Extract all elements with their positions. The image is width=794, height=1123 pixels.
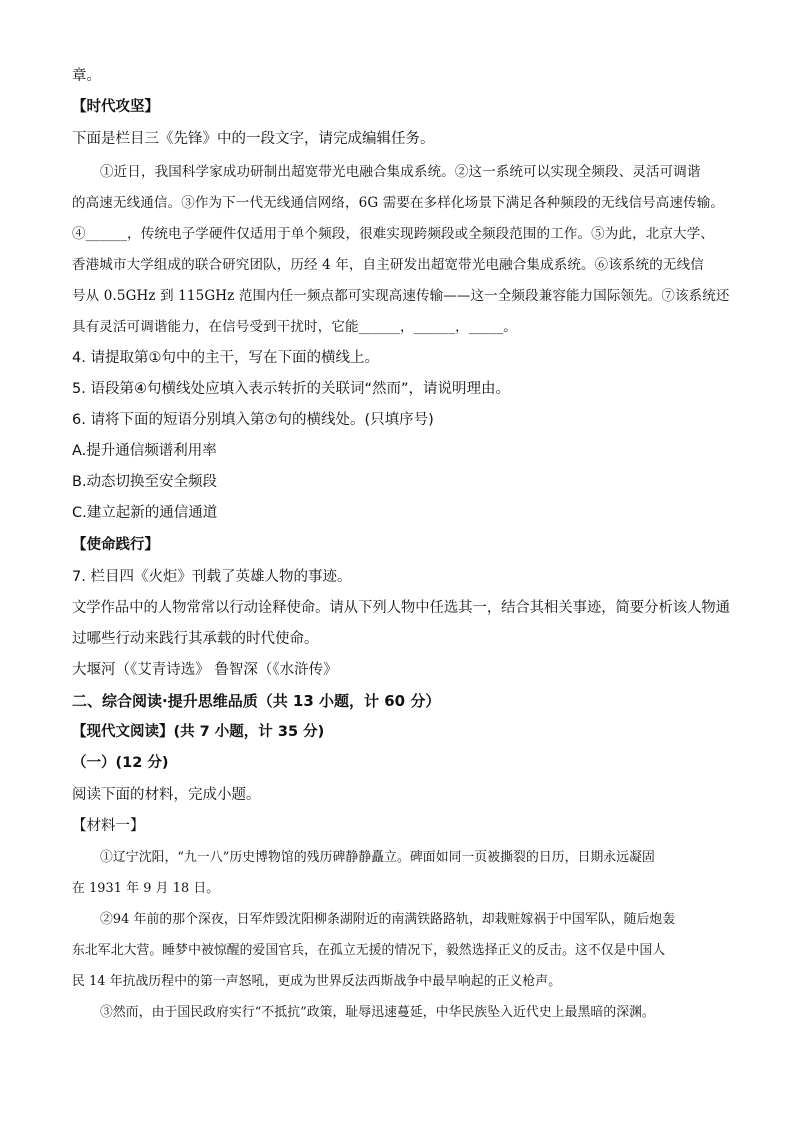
section-heading-era-challenge: 【时代攻坚】	[72, 99, 159, 115]
option-c: C.建立起新的通信通道	[72, 505, 218, 521]
material-one-label: 【材料一】	[72, 818, 145, 834]
question-7-body: 文学作品中的人物常常以行动诠释使命。请从下列人物中任选其一，结合其相关事迹，简要分析该人物通	[72, 600, 730, 616]
material-line: ②94 年前的那个深夜，日军炸毁沈阳柳条湖附近的南满铁路路轨，却栽赃嫁祸于中国军队，随后炮轰	[100, 912, 676, 927]
section-heading-mission: 【使命践行】	[72, 537, 159, 553]
question-5: 5. 语段第④句横线处应填入表示转折的关联词“然而”，请说明理由。	[72, 381, 510, 397]
question-4: 4. 请提取第①句中的主干，写在下面的横线上。	[72, 350, 379, 366]
option-b: B.动态切换至安全频段	[72, 474, 218, 490]
passage-line: 具有灵活可调谐能力，在信号受到干扰时，它能______，______，_____。	[72, 319, 517, 335]
reading-instruction: 阅读下面的材料，完成小题。	[72, 787, 261, 803]
character-choices: 大堰河（《艾青诗选》 鲁智深（《水浒传》	[72, 662, 338, 678]
material-line: 东北军北大营。睡梦中被惊醒的爱国官兵，在孤立无援的情况下，毅然选择正义的反击。这不仅是中国人	[72, 943, 666, 958]
material-line: ③然而，由于国民政府实行“不抵抗”政策，耻辱迅速蔓延，中华民族坠入近代史上最黑暗的深渊。	[100, 1005, 655, 1020]
material-line: 在 1931 年 9 月 18 日。	[72, 881, 220, 896]
task-intro: 下面是栏目三《先锋》中的一段文字，请完成编辑任务。	[72, 131, 435, 147]
passage-line: ④______，传统电子学硬件仅适用于单个频段，很难实现跨频段或全频段范围的工作。⑤为此，北京大学、	[72, 226, 714, 242]
passage-line: 的高速无线通信。③作为下一代无线通信网络，6G 需要在多样化场景下满足各种频段的无线信号高速传输。	[72, 195, 725, 211]
text-line: 章。	[72, 68, 101, 84]
passage-line: 号从 0.5GHz 到 115GHz 范围内任一频点都可实现高速传输——这一全频段兼容能力国际领先。⑦该系统还	[72, 288, 730, 304]
subsection-one-heading: （一）(12 分)	[72, 755, 169, 771]
modern-reading-heading: 【现代文阅读】(共 7 小题，计 35 分)	[72, 724, 325, 740]
material-line: 民 14 年抗战历程中的第一声怒吼，更成为世界反法西斯战争中最早响起的正义枪声。	[72, 974, 562, 989]
material-line: ①辽宁沈阳，“九一八”历史博物馆的残历碑静静矗立。碑面如同一页被撕裂的日历，日期永远凝固	[100, 850, 655, 865]
question-7-body: 过哪些行动来践行其承载的时代使命。	[72, 631, 319, 647]
option-a: A.提升通信频谱利用率	[72, 443, 217, 459]
part-two-heading: 二、综合阅读·提升思维品质（共 13 小题，计 60 分）	[72, 692, 441, 710]
passage-line: 香港城市大学组成的联合研究团队，历经 4 年，自主研发出超宽带光电融合集成系统。⑥该系统的无线信	[72, 257, 704, 273]
question-6: 6. 请将下面的短语分别填入第⑦句的横线处。(只填序号)	[72, 412, 434, 428]
question-7: 7. 栏目四《火炬》刊载了英雄人物的事迹。	[72, 569, 352, 585]
passage-line: ①近日，我国科学家成功研制出超宽带光电融合集成系统。②这一系统可以实现全频段、灵活可调谐	[100, 164, 701, 180]
